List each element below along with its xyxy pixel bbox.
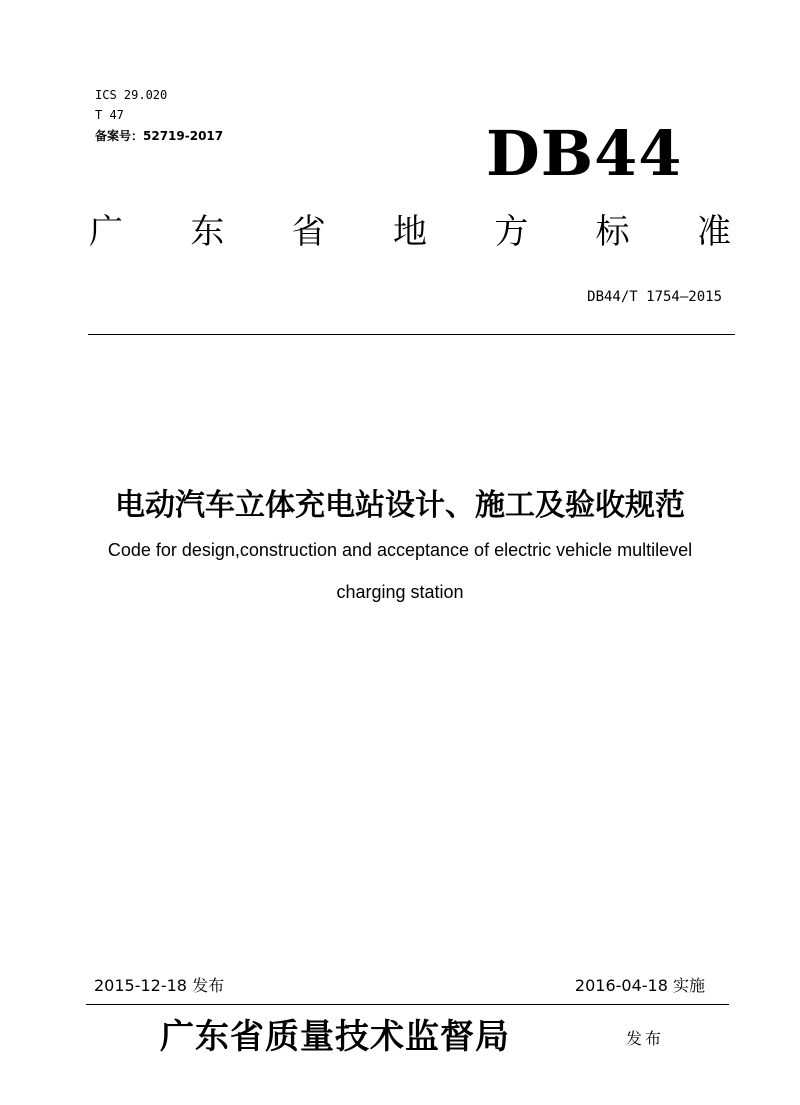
document-title-chinese: 电动汽车立体充电站设计、施工及验收规范: [115, 488, 685, 523]
publish-date: 2015-12-18 发布: [94, 976, 225, 995]
ics-code: ICS 29.020: [95, 88, 168, 102]
issue-label: 发布: [626, 1029, 665, 1048]
top-divider: [88, 334, 735, 335]
standard-type-char: 标: [595, 212, 630, 252]
implementation-date: 2016-04-18 实施: [574, 976, 705, 995]
standard-type-char: 地: [392, 212, 427, 252]
document-title-english-line2: charging station: [336, 582, 464, 602]
standard-type-char: 方: [494, 212, 529, 252]
document-title-english-line1: Code for design,construction and acceptance of electric vehicle multilevel: [107, 540, 693, 560]
classification-code: T 47: [95, 108, 124, 122]
standard-type-char: 省: [291, 212, 326, 252]
standard-type-char: 准: [696, 212, 731, 252]
standard-type-heading: [85, 208, 735, 256]
bottom-divider: [86, 1004, 729, 1005]
standard-number: DB44/T 1754—2015: [587, 289, 722, 305]
standard-logo: DB44: [486, 117, 683, 190]
standard-type-char: 东: [190, 212, 225, 252]
filing-number: 备案号：52719-2017: [95, 129, 224, 143]
standard-type-char: 广: [89, 212, 123, 252]
issuing-authority: 广东省质量技术监督局: [160, 1017, 510, 1057]
